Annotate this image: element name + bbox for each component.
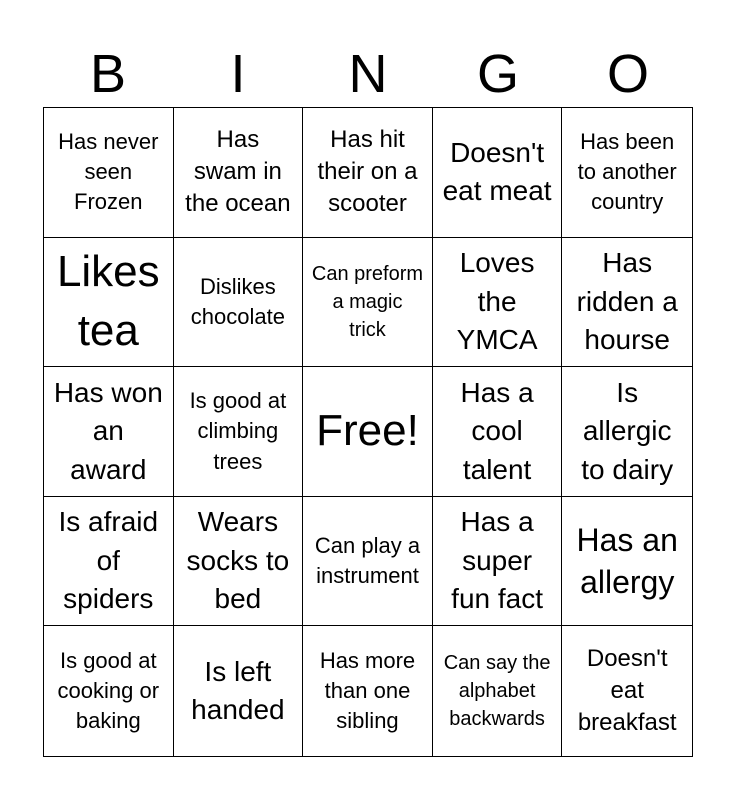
cell-text: Is left handed: [191, 655, 285, 726]
cell-text: Can say the alphabet backwards: [443, 652, 551, 731]
cell-text: Doesn't eat meat: [442, 136, 552, 207]
free-space-cell[interactable]: [303, 367, 433, 497]
header-letter-n: N: [348, 44, 388, 104]
free-space-text: Free!: [316, 406, 419, 456]
bingo-cell-r3-c1[interactable]: [44, 367, 174, 497]
cell-text: Has more than one sibling: [319, 648, 416, 734]
cell-text: Has been to another country: [577, 129, 677, 215]
header-letter-b: B: [89, 44, 127, 104]
bingo-cell-r4-c3[interactable]: [303, 497, 433, 627]
cell-text: Is allergic to dairy: [581, 376, 674, 485]
cell-text: Is good at climbing trees: [189, 388, 287, 474]
cell-text: Has swam in the ocean: [185, 126, 291, 218]
cell-text: Has a cool talent: [460, 376, 534, 485]
bingo-cell-r4-c1[interactable]: [44, 497, 174, 627]
cell-text: Is afraid of spiders: [58, 506, 159, 615]
bingo-header: [43, 40, 693, 108]
cell-text: Wears socks to bed: [186, 506, 290, 615]
cell-text: Doesn't eat breakfast: [577, 645, 677, 737]
cell-text: Loves the YMCA: [456, 246, 538, 356]
cell-text: Has ridden a hourse: [576, 246, 678, 356]
bingo-cell-r1-c3[interactable]: [303, 108, 433, 238]
bingo-cell-r2-c3[interactable]: [303, 238, 433, 368]
bingo-cell-r2-c2[interactable]: [174, 238, 304, 368]
bingo-cell-r3-c5[interactable]: [562, 367, 692, 497]
bingo-cell-r4-c5[interactable]: [562, 497, 692, 627]
bingo-cell-r2-c4[interactable]: [433, 238, 563, 368]
bingo-cell-r5-c4[interactable]: [433, 626, 563, 756]
bingo-cell-r5-c2[interactable]: [174, 626, 304, 756]
cell-text: Has an allergy: [576, 521, 678, 601]
bingo-cell-r1-c2[interactable]: [174, 108, 304, 238]
cell-text: Has never seen Frozen: [58, 129, 159, 215]
bingo-cell-r3-c4[interactable]: [433, 367, 563, 497]
bingo-cell-r4-c4[interactable]: [433, 497, 563, 627]
bingo-cell-r5-c5[interactable]: [562, 626, 692, 756]
cell-text: Has hit their on a scooter: [317, 126, 418, 218]
cell-text: Is good at cooking or baking: [57, 648, 160, 734]
header-letter-g: G: [476, 44, 519, 104]
bingo-card-grid: [43, 107, 693, 757]
bingo-cell-r1-c1[interactable]: [44, 108, 174, 238]
bingo-cell-r2-c5[interactable]: [562, 238, 692, 368]
bingo-cell-r4-c2[interactable]: [174, 497, 304, 627]
bingo-cell-r5-c3[interactable]: [303, 626, 433, 756]
bingo-cell-r1-c4[interactable]: [433, 108, 563, 238]
bingo-cell-r2-c1[interactable]: [44, 238, 174, 368]
cell-text: Has won an award: [53, 376, 163, 485]
header-letter-i: I: [230, 44, 246, 104]
cell-text: Can play a instrument: [314, 532, 421, 589]
cell-text: Likes tea: [56, 247, 160, 355]
cell-text: Can preform a magic trick: [311, 262, 424, 341]
bingo-cell-r3-c2[interactable]: [174, 367, 304, 497]
cell-text: Dislikes chocolate: [190, 273, 285, 329]
header-letter-o: O: [606, 44, 649, 104]
bingo-cell-r5-c1[interactable]: [44, 626, 174, 756]
bingo-cell-r1-c5[interactable]: [562, 108, 692, 238]
cell-text: Has a super fun fact: [451, 506, 544, 615]
